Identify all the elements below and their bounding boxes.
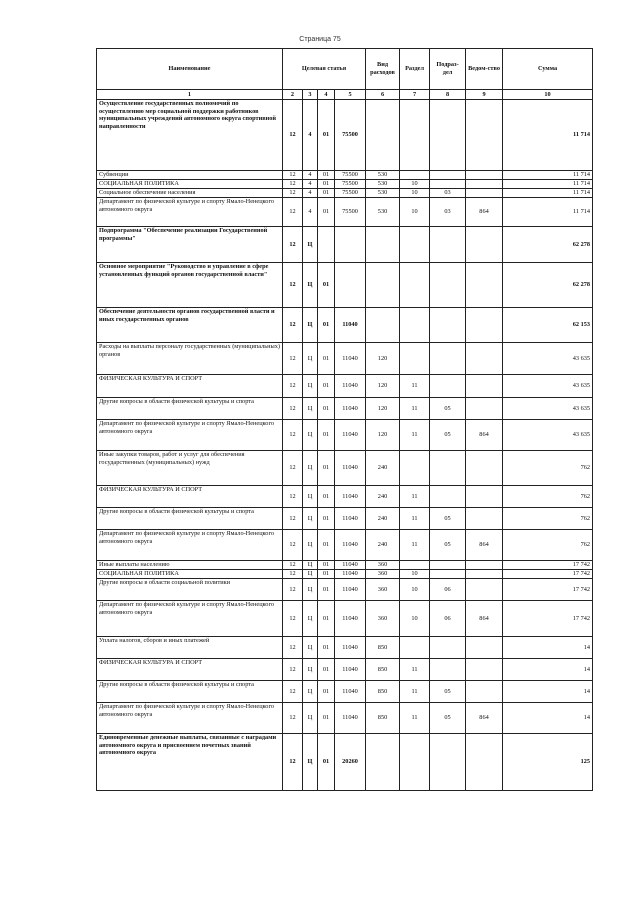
target-code-1: 12 — [283, 734, 303, 791]
target-code-2: Ц — [303, 451, 318, 486]
vedomstvo — [466, 561, 503, 570]
amount: 14 — [503, 637, 593, 659]
razdel: 11 — [400, 420, 430, 451]
vedomstvo — [466, 100, 503, 171]
target-code-4: 11040 — [335, 659, 366, 681]
vedomstvo — [466, 171, 503, 180]
target-code-3: 01 — [318, 659, 335, 681]
target-code-4: 11040 — [335, 375, 366, 398]
vedomstvo — [466, 637, 503, 659]
vedomstvo: 864 — [466, 420, 503, 451]
table-row — [97, 659, 593, 681]
vedomstvo: 864 — [466, 530, 503, 561]
vedomstvo — [466, 398, 503, 420]
target-code-2: 4 — [303, 198, 318, 227]
target-code-2: Ц — [303, 398, 318, 420]
target-code-2: Ц — [303, 343, 318, 375]
column-number-row — [97, 90, 593, 100]
vid-rashodov: 850 — [366, 681, 400, 703]
vid-rashodov: 120 — [366, 375, 400, 398]
vid-rashodov: 120 — [366, 398, 400, 420]
target-code-2: Ц — [303, 263, 318, 308]
vedomstvo — [466, 227, 503, 263]
target-code-2: Ц — [303, 601, 318, 637]
razdel — [400, 100, 430, 171]
vid-rashodov — [366, 734, 400, 791]
target-code-3: 01 — [318, 681, 335, 703]
target-code-3: 01 — [318, 451, 335, 486]
vedomstvo — [466, 375, 503, 398]
target-code-1: 12 — [283, 703, 303, 734]
header-vedomstvo: Ведом-ство — [466, 49, 503, 90]
row-name: Департамент по физической культуре и спорту Ямало-Ненецкого автономного округа — [97, 198, 283, 227]
vedomstvo — [466, 263, 503, 308]
row-name: Другие вопросы в области физической культуры и спорта — [97, 681, 283, 703]
razdel: 10 — [400, 570, 430, 579]
table-row — [97, 486, 593, 508]
amount: 762 — [503, 486, 593, 508]
podrazdel: 05 — [430, 681, 466, 703]
row-name: Единовременные денежные выплаты, связанные с наградами автономного округа и присвоением почетных званий автономного округа — [97, 734, 283, 791]
vid-rashodov: 850 — [366, 637, 400, 659]
table-row — [97, 398, 593, 420]
vid-rashodov: 530 — [366, 189, 400, 198]
vid-rashodov: 530 — [366, 171, 400, 180]
target-code-4: 11040 — [335, 420, 366, 451]
vid-rashodov: 360 — [366, 570, 400, 579]
target-code-4: 11040 — [335, 703, 366, 734]
target-code-4 — [335, 263, 366, 308]
target-code-4: 11040 — [335, 343, 366, 375]
vedomstvo — [466, 570, 503, 579]
razdel: 11 — [400, 659, 430, 681]
podrazdel — [430, 100, 466, 171]
target-code-1: 12 — [283, 263, 303, 308]
podrazdel: 05 — [430, 530, 466, 561]
target-code-1: 12 — [283, 398, 303, 420]
row-name: Иные выплаты населению — [97, 561, 283, 570]
table-row — [97, 561, 593, 570]
row-name: Департамент по физической культуре и спорту Ямало-Ненецкого автономного округа — [97, 420, 283, 451]
podrazdel — [430, 171, 466, 180]
amount: 17 742 — [503, 561, 593, 570]
row-name: Департамент по физической культуре и спорту Ямало-Ненецкого автономного округа — [97, 530, 283, 561]
razdel — [400, 263, 430, 308]
row-name: Субвенции — [97, 171, 283, 180]
target-code-3: 01 — [318, 398, 335, 420]
target-code-2: Ц — [303, 508, 318, 530]
target-code-4: 11040 — [335, 451, 366, 486]
row-name: Другие вопросы в области физической культуры и спорта — [97, 508, 283, 530]
row-name: Подпрограмма "Обеспечение реализации Государственной программы" — [97, 227, 283, 263]
target-code-1: 12 — [283, 343, 303, 375]
target-code-2: Ц — [303, 703, 318, 734]
target-code-3: 01 — [318, 171, 335, 180]
table-row — [97, 308, 593, 343]
razdel — [400, 637, 430, 659]
amount: 11 714 — [503, 100, 593, 171]
podrazdel — [430, 451, 466, 486]
target-code-4 — [335, 227, 366, 263]
target-code-1: 12 — [283, 375, 303, 398]
target-code-2: 4 — [303, 180, 318, 189]
table-row — [97, 681, 593, 703]
target-code-1: 12 — [283, 561, 303, 570]
target-code-3: 01 — [318, 420, 335, 451]
amount: 43 635 — [503, 343, 593, 375]
column-number: 10 — [503, 90, 593, 100]
target-code-2: 4 — [303, 100, 318, 171]
target-code-4: 11040 — [335, 398, 366, 420]
vedomstvo: 864 — [466, 703, 503, 734]
column-number: 2 — [283, 90, 303, 100]
table-row — [97, 189, 593, 198]
amount: 14 — [503, 703, 593, 734]
podrazdel — [430, 561, 466, 570]
target-code-4: 75500 — [335, 198, 366, 227]
amount: 125 — [503, 734, 593, 791]
target-code-2: Ц — [303, 681, 318, 703]
target-code-2: 4 — [303, 171, 318, 180]
page-label: Страница 75 — [299, 36, 341, 43]
target-code-1: 12 — [283, 530, 303, 561]
table-row — [97, 420, 593, 451]
target-code-1: 12 — [283, 308, 303, 343]
target-code-4: 11040 — [335, 486, 366, 508]
target-code-2: Ц — [303, 579, 318, 601]
vedomstvo — [466, 659, 503, 681]
row-name: Социальное обеспечение населения — [97, 189, 283, 198]
vedomstvo — [466, 681, 503, 703]
budget-table — [96, 48, 593, 791]
row-name: СОЦИАЛЬНАЯ ПОЛИТИКА — [97, 570, 283, 579]
target-code-1: 12 — [283, 171, 303, 180]
table-row — [97, 343, 593, 375]
vid-rashodov: 850 — [366, 703, 400, 734]
target-code-4: 11040 — [335, 681, 366, 703]
target-code-3: 01 — [318, 486, 335, 508]
target-code-2: Ц — [303, 308, 318, 343]
target-code-2: Ц — [303, 734, 318, 791]
header-razdel: Раздел — [400, 49, 430, 90]
target-code-2: Ц — [303, 637, 318, 659]
amount: 11 714 — [503, 171, 593, 180]
razdel — [400, 171, 430, 180]
target-code-1: 12 — [283, 189, 303, 198]
row-name: ФИЗИЧЕСКАЯ КУЛЬТУРА И СПОРТ — [97, 659, 283, 681]
table-row — [97, 637, 593, 659]
razdel — [400, 561, 430, 570]
target-code-4: 11040 — [335, 561, 366, 570]
vid-rashodov: 530 — [366, 198, 400, 227]
target-code-2: Ц — [303, 561, 318, 570]
razdel: 11 — [400, 681, 430, 703]
target-code-1: 12 — [283, 637, 303, 659]
row-name: ФИЗИЧЕСКАЯ КУЛЬТУРА И СПОРТ — [97, 375, 283, 398]
target-code-3: 01 — [318, 180, 335, 189]
razdel: 11 — [400, 375, 430, 398]
vid-rashodov: 360 — [366, 579, 400, 601]
target-code-1: 12 — [283, 451, 303, 486]
row-name: Уплата налогов, сборов и иных платежей — [97, 637, 283, 659]
vedomstvo — [466, 508, 503, 530]
target-code-1: 12 — [283, 198, 303, 227]
razdel — [400, 343, 430, 375]
header-vid: Вид расходов — [366, 49, 400, 90]
target-code-3: 01 — [318, 343, 335, 375]
target-code-1: 12 — [283, 100, 303, 171]
table-row — [97, 180, 593, 189]
podrazdel: 05 — [430, 508, 466, 530]
row-name: Расходы на выплаты персоналу государственных (муниципальных) органов — [97, 343, 283, 375]
target-code-3: 01 — [318, 263, 335, 308]
target-code-1: 12 — [283, 486, 303, 508]
target-code-2: Ц — [303, 659, 318, 681]
target-code-2: Ц — [303, 486, 318, 508]
target-code-1: 12 — [283, 420, 303, 451]
target-code-4: 75500 — [335, 100, 366, 171]
vedomstvo: 864 — [466, 601, 503, 637]
podrazdel — [430, 637, 466, 659]
vedomstvo: 864 — [466, 198, 503, 227]
vid-rashodov: 360 — [366, 561, 400, 570]
podrazdel — [430, 343, 466, 375]
row-name: ФИЗИЧЕСКАЯ КУЛЬТУРА И СПОРТ — [97, 486, 283, 508]
amount: 62 278 — [503, 263, 593, 308]
table-row — [97, 375, 593, 398]
row-name: Осуществление государственных полномочий по осуществлению мер социальной поддержки работников муниципальных учреждений автономного округа спортивной направленности — [97, 100, 283, 171]
target-code-4: 11040 — [335, 637, 366, 659]
vid-rashodov: 240 — [366, 486, 400, 508]
target-code-3: 01 — [318, 375, 335, 398]
header-name: Наименование — [97, 49, 283, 90]
vedomstvo — [466, 180, 503, 189]
vedomstvo — [466, 343, 503, 375]
target-code-2: Ц — [303, 420, 318, 451]
amount: 43 635 — [503, 398, 593, 420]
row-name: Обеспечение деятельности органов государственной власти и иных государственных органов — [97, 308, 283, 343]
razdel: 10 — [400, 198, 430, 227]
target-code-3: 01 — [318, 508, 335, 530]
amount: 17 742 — [503, 570, 593, 579]
row-name: Основное мероприятие "Руководство и управление в сфере установленных функций органов государственной власти" — [97, 263, 283, 308]
target-code-2: Ц — [303, 375, 318, 398]
row-name: СОЦИАЛЬНАЯ ПОЛИТИКА — [97, 180, 283, 189]
target-code-1: 12 — [283, 659, 303, 681]
podrazdel — [430, 263, 466, 308]
vedomstvo — [466, 189, 503, 198]
header-row — [97, 49, 593, 90]
column-number: 4 — [318, 90, 335, 100]
column-number: 5 — [335, 90, 366, 100]
vid-rashodov: 240 — [366, 508, 400, 530]
target-code-3: 01 — [318, 579, 335, 601]
table-row — [97, 703, 593, 734]
table-row — [97, 451, 593, 486]
target-code-3: 01 — [318, 703, 335, 734]
amount: 14 — [503, 681, 593, 703]
table-row — [97, 171, 593, 180]
razdel: 11 — [400, 703, 430, 734]
column-number: 1 — [97, 90, 283, 100]
table-row — [97, 570, 593, 579]
target-code-2: Ц — [303, 570, 318, 579]
target-code-1: 12 — [283, 508, 303, 530]
column-number: 9 — [466, 90, 503, 100]
target-code-1: 12 — [283, 601, 303, 637]
vid-rashodov: 120 — [366, 420, 400, 451]
target-code-3: 01 — [318, 570, 335, 579]
podrazdel — [430, 375, 466, 398]
podrazdel — [430, 180, 466, 189]
target-code-1: 12 — [283, 180, 303, 189]
podrazdel — [430, 486, 466, 508]
razdel — [400, 734, 430, 791]
target-code-4: 75500 — [335, 171, 366, 180]
podrazdel — [430, 227, 466, 263]
amount: 43 635 — [503, 375, 593, 398]
target-code-3: 01 — [318, 734, 335, 791]
target-code-3: 01 — [318, 100, 335, 171]
razdel: 11 — [400, 508, 430, 530]
column-number: 8 — [430, 90, 466, 100]
razdel — [400, 227, 430, 263]
podrazdel: 03 — [430, 189, 466, 198]
razdel — [400, 451, 430, 486]
razdel — [400, 308, 430, 343]
target-code-4: 11040 — [335, 579, 366, 601]
header-summa: Сумма — [503, 49, 593, 90]
target-code-3: 01 — [318, 601, 335, 637]
vid-rashodov — [366, 263, 400, 308]
table-row — [97, 227, 593, 263]
vid-rashodov — [366, 308, 400, 343]
vid-rashodov — [366, 227, 400, 263]
amount: 11 714 — [503, 198, 593, 227]
podrazdel — [430, 308, 466, 343]
vid-rashodov: 360 — [366, 601, 400, 637]
target-code-4: 11040 — [335, 508, 366, 530]
amount: 11 714 — [503, 189, 593, 198]
column-number: 7 — [400, 90, 430, 100]
target-code-3: 01 — [318, 637, 335, 659]
column-number: 3 — [303, 90, 318, 100]
amount: 62 153 — [503, 308, 593, 343]
target-code-4: 11040 — [335, 601, 366, 637]
row-name: Департамент по физической культуре и спорту Ямало-Ненецкого автономного округа — [97, 601, 283, 637]
amount: 11 714 — [503, 180, 593, 189]
table-row — [97, 530, 593, 561]
target-code-2: 4 — [303, 189, 318, 198]
table-row — [97, 508, 593, 530]
table-row — [97, 734, 593, 791]
column-number: 6 — [366, 90, 400, 100]
target-code-1: 12 — [283, 227, 303, 263]
table-row — [97, 100, 593, 171]
header-target: Целевая статья — [283, 49, 366, 90]
podrazdel: 03 — [430, 198, 466, 227]
vedomstvo — [466, 451, 503, 486]
podrazdel: 05 — [430, 398, 466, 420]
amount: 14 — [503, 659, 593, 681]
vid-rashodov: 240 — [366, 451, 400, 486]
amount: 762 — [503, 451, 593, 486]
vid-rashodov: 240 — [366, 530, 400, 561]
vedomstvo — [466, 734, 503, 791]
razdel: 10 — [400, 601, 430, 637]
target-code-4: 75500 — [335, 180, 366, 189]
target-code-1: 12 — [283, 570, 303, 579]
vedomstvo — [466, 308, 503, 343]
target-code-2: Ц — [303, 530, 318, 561]
row-name: Другие вопросы в области социальной политики — [97, 579, 283, 601]
vid-rashodov: 850 — [366, 659, 400, 681]
razdel: 11 — [400, 486, 430, 508]
target-code-2: Ц — [303, 227, 318, 263]
table-row — [97, 601, 593, 637]
target-code-3: 01 — [318, 530, 335, 561]
razdel: 11 — [400, 530, 430, 561]
vid-rashodov: 120 — [366, 343, 400, 375]
podrazdel: 05 — [430, 420, 466, 451]
podrazdel: 06 — [430, 601, 466, 637]
vedomstvo — [466, 579, 503, 601]
amount: 762 — [503, 508, 593, 530]
target-code-4: 75500 — [335, 189, 366, 198]
vid-rashodov: 530 — [366, 180, 400, 189]
table-row — [97, 579, 593, 601]
podrazdel: 05 — [430, 703, 466, 734]
amount: 762 — [503, 530, 593, 561]
amount: 17 742 — [503, 601, 593, 637]
podrazdel: 06 — [430, 579, 466, 601]
target-code-1: 12 — [283, 579, 303, 601]
table-row — [97, 263, 593, 308]
header-podrazdel: Подраз-дел — [430, 49, 466, 90]
target-code-4: 11040 — [335, 570, 366, 579]
podrazdel — [430, 659, 466, 681]
target-code-4: 20260 — [335, 734, 366, 791]
target-code-3: 01 — [318, 198, 335, 227]
target-code-1: 12 — [283, 681, 303, 703]
target-code-4: 11040 — [335, 308, 366, 343]
podrazdel — [430, 734, 466, 791]
vedomstvo — [466, 486, 503, 508]
row-name: Другие вопросы в области физической культуры и спорта — [97, 398, 283, 420]
amount: 43 635 — [503, 420, 593, 451]
row-name: Департамент по физической культуре и спорту Ямало-Ненецкого автономного округа — [97, 703, 283, 734]
razdel: 11 — [400, 398, 430, 420]
razdel: 10 — [400, 579, 430, 601]
amount: 17 742 — [503, 579, 593, 601]
razdel: 10 — [400, 189, 430, 198]
podrazdel — [430, 570, 466, 579]
target-code-3: 01 — [318, 189, 335, 198]
table-row — [97, 198, 593, 227]
target-code-3 — [318, 227, 335, 263]
target-code-4: 11040 — [335, 530, 366, 561]
table-body — [97, 100, 593, 791]
row-name: Иные закупки товаров, работ и услуг для обеспечения государственных (муниципальных) нужд — [97, 451, 283, 486]
target-code-3: 01 — [318, 308, 335, 343]
amount: 62 278 — [503, 227, 593, 263]
vid-rashodov — [366, 100, 400, 171]
razdel: 10 — [400, 180, 430, 189]
target-code-3: 01 — [318, 561, 335, 570]
